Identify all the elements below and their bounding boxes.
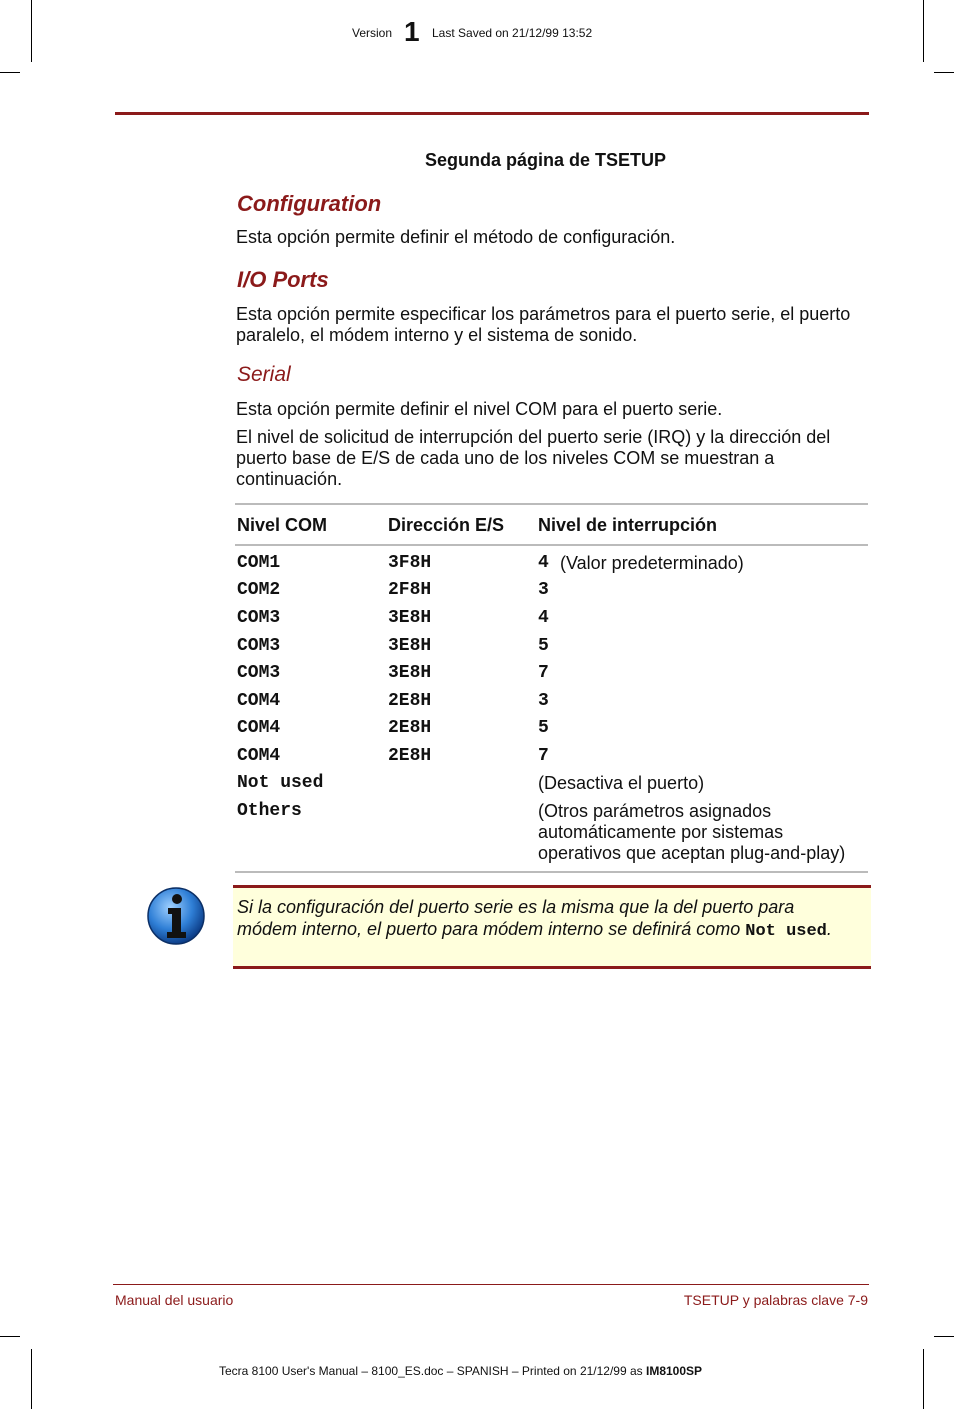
table-bottom-rule (235, 871, 868, 873)
version-number: 1 (404, 16, 420, 47)
table-cell-irq: 7 (538, 746, 549, 766)
serial-text-2: El nivel de solicitud de interrupción del puerto serie (IRQ) y la dirección del puerto base de E/S de cada uno de los niveles COM se muestran a continuación. (236, 427, 831, 489)
table-cell-irq: 3 (538, 580, 549, 600)
table-cell-address: 3E8H (388, 608, 432, 628)
configuration-text: Esta opción permite definir el método de configuración. (236, 227, 676, 247)
table-cell-com: COM2 (237, 580, 281, 600)
io-ports-heading: I/O Ports (237, 267, 329, 292)
note-text-end: . (826, 919, 832, 939)
table-top-rule (235, 503, 868, 505)
table-header-address: Dirección E/S (388, 515, 505, 535)
table-cell-address: 2E8H (388, 718, 432, 738)
crop-mark (934, 1336, 954, 1337)
note-callout (233, 885, 871, 969)
table-cell-address: 3E8H (388, 663, 432, 683)
print-info (219, 1364, 702, 1378)
table-cell-com: COM3 (237, 636, 281, 656)
table-cell-com: COM4 (237, 691, 281, 711)
table-cell-com: COM3 (237, 608, 281, 628)
serial-heading: Serial (237, 363, 291, 386)
crop-mark (0, 1336, 20, 1337)
crop-mark (923, 1349, 924, 1409)
table-header-interrupt: Nivel de interrupción (538, 515, 718, 535)
io-ports-text: Esta opción permite especificar los parámetros para el puerto serie, el puerto paralelo, el módem interno y el sistema de sonido. (236, 304, 851, 345)
table-cell-address: 2E8H (388, 746, 432, 766)
page-subtitle: Segunda página de TSETUP (425, 150, 667, 170)
header-rule (115, 112, 869, 115)
print-code: IM8100SP (646, 1364, 703, 1378)
table-cell-address: 2E8H (388, 691, 432, 711)
table-cell-irq: 5 (538, 718, 549, 738)
note-text-main: Si la configuración del puerto serie es la misma que la del puerto para módem interno, el puerto para módem interno se definirá como (237, 897, 795, 939)
info-icon (146, 886, 206, 946)
configuration-heading: Configuration (237, 191, 382, 216)
table-cell-com: COM3 (237, 663, 281, 683)
table-cell-note: (Desactiva el puerto) (538, 773, 705, 793)
table-cell-irq: 3 (538, 691, 549, 711)
table-header-rule (235, 544, 868, 546)
note-code: Not used (745, 922, 827, 941)
footer-rule (113, 1284, 869, 1285)
table-cell-irq: 4 (538, 553, 549, 573)
table-header-com: Nivel COM (237, 515, 328, 535)
document-meta-header (0, 16, 954, 47)
table-cell-com: COM4 (237, 746, 281, 766)
serial-text-1: Esta opción permite definir el nivel COM para el puerto serie. (236, 399, 723, 419)
footer-left: Manual del usuario (115, 1292, 234, 1308)
table-cell-com: Not used (237, 773, 324, 793)
crop-mark (934, 72, 954, 73)
table-cell-com: Others (237, 801, 302, 821)
table-cell-address: 2F8H (388, 580, 432, 600)
table-cell-com: COM1 (237, 553, 281, 573)
table-cell-irq: 7 (538, 663, 549, 683)
table-cell-address: 3F8H (388, 553, 432, 573)
crop-mark (31, 1349, 32, 1409)
table-cell-note: (Valor predeterminado) (560, 553, 744, 573)
footer-right: TSETUP y palabras clave 7-9 (683, 1292, 868, 1308)
last-saved: Last Saved on 21/12/99 13:52 (432, 26, 593, 40)
table-cell-note: (Otros parámetros asignados automáticamente por sistemas operativos que aceptan plug-and-play) (538, 801, 846, 863)
table-cell-irq: 4 (538, 608, 549, 628)
version-label: Version (352, 26, 393, 40)
note-text (237, 896, 857, 943)
table-cell-irq: 5 (538, 636, 549, 656)
crop-mark (0, 72, 20, 73)
table-cell-com: COM4 (237, 718, 281, 738)
print-info-text: Tecra 8100 User's Manual – 8100_ES.doc – SPANISH – Printed on 21/12/99 as (219, 1364, 646, 1378)
table-cell-address: 3E8H (388, 636, 432, 656)
